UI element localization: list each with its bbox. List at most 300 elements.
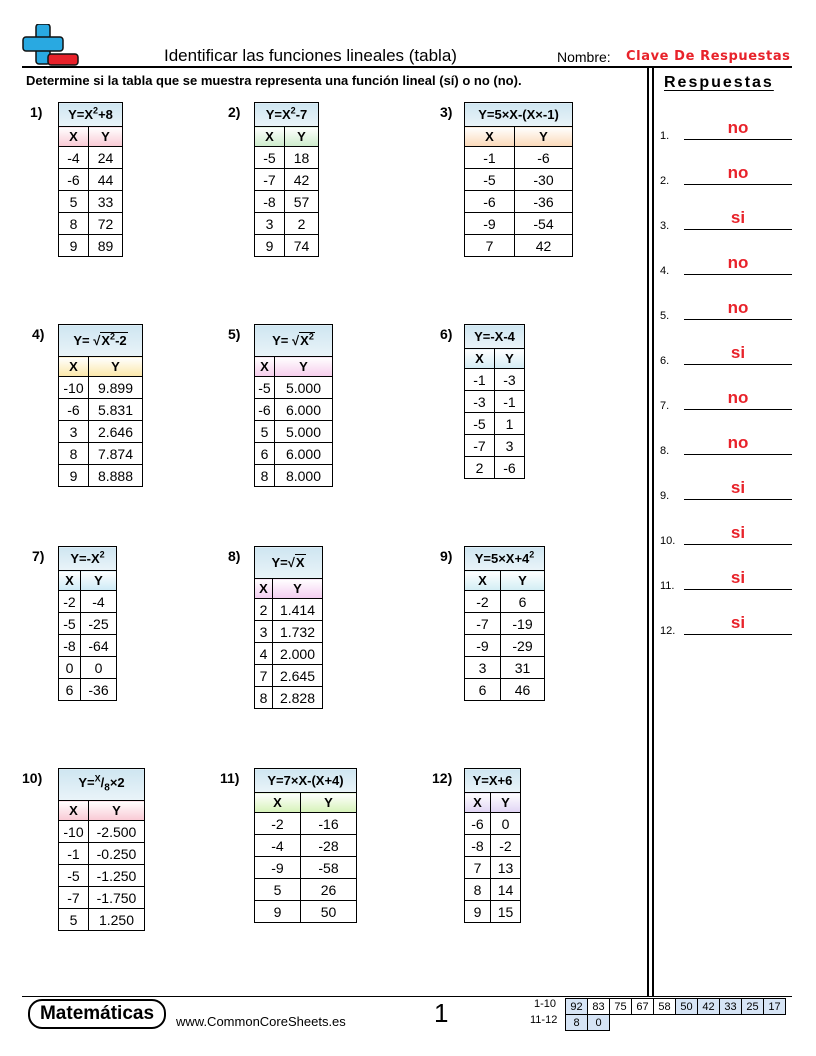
table-row xyxy=(465,635,545,657)
table-row xyxy=(255,377,333,399)
score-cell: 42 xyxy=(698,999,720,1015)
function-header xyxy=(59,547,117,571)
problem-number: 2) xyxy=(228,104,241,120)
x-value: -9 xyxy=(255,857,301,879)
table-row xyxy=(255,421,333,443)
y-value: -4 xyxy=(81,591,117,613)
y-value: 5.000 xyxy=(275,377,333,399)
function-header xyxy=(465,769,521,793)
x-value: 2 xyxy=(255,599,273,621)
answer-number: 5. xyxy=(660,310,670,322)
score-cell: 92 xyxy=(566,999,588,1015)
function-table xyxy=(58,768,145,931)
page-number: 1 xyxy=(434,998,449,1028)
x-value: -3 xyxy=(465,391,495,413)
x-column-header: X xyxy=(255,127,285,147)
y-value: 8.000 xyxy=(275,465,333,487)
fraction-suffix: ×2 xyxy=(109,775,125,791)
table-row xyxy=(465,835,521,857)
table-row xyxy=(465,457,525,479)
y-value: 72 xyxy=(89,213,123,235)
answer-value: si xyxy=(730,523,746,542)
answer-row xyxy=(660,390,792,412)
answer-line xyxy=(684,634,792,635)
table-row xyxy=(255,213,319,235)
problem-number: 6) xyxy=(440,326,453,342)
x-value: 8 xyxy=(465,879,491,901)
x-value: 3 xyxy=(465,657,501,679)
answer-value: no xyxy=(727,118,749,137)
problem-number: 8) xyxy=(228,548,241,564)
x-value: -2 xyxy=(59,591,81,613)
x-value: -9 xyxy=(465,635,501,657)
answer-number: 4. xyxy=(660,265,670,277)
table-row xyxy=(59,235,123,257)
table-row xyxy=(59,821,145,843)
y-value: 6.000 xyxy=(275,443,333,465)
x-value: 0 xyxy=(59,657,81,679)
x-value: -6 xyxy=(59,399,89,421)
x-value: 6 xyxy=(465,679,501,701)
answer-value: no xyxy=(727,298,749,317)
x-value: 8 xyxy=(255,465,275,487)
function-prefix: Y=5×X-(X×-1) xyxy=(478,107,559,122)
fraction-denominator: 8 xyxy=(104,782,110,794)
y-column-header: Y xyxy=(491,793,521,813)
x-column-header: X xyxy=(465,571,501,591)
x-value: 7 xyxy=(465,857,491,879)
radicand-exponent: 2 xyxy=(308,331,314,342)
table-row xyxy=(465,591,545,613)
name-value: Clave De Respuestas xyxy=(626,49,791,64)
table-row xyxy=(255,621,323,643)
site-url: www.CommonCoreSheets.es xyxy=(176,1014,346,1029)
x-value: 3 xyxy=(255,213,285,235)
answer-number: 10. xyxy=(660,535,676,547)
x-value: 9 xyxy=(59,465,89,487)
function-prefix: Y=5×X+4 xyxy=(474,551,530,566)
function-table xyxy=(58,324,143,487)
fraction-numerator: X xyxy=(94,773,101,784)
x-value: -5 xyxy=(255,147,285,169)
x-value: -7 xyxy=(465,435,495,457)
function-prefix: Y=X xyxy=(265,107,291,122)
problem-number: 12) xyxy=(432,770,453,786)
answer-value: si xyxy=(730,478,746,497)
y-value: -1.250 xyxy=(89,865,145,887)
x-column-header: X xyxy=(465,349,495,369)
table-row xyxy=(465,391,525,413)
x-value: 4 xyxy=(255,643,273,665)
function-prefix: Y=X+6 xyxy=(472,773,513,788)
answer-row xyxy=(660,525,792,547)
y-value: 1 xyxy=(495,413,525,435)
answer-row xyxy=(660,210,792,232)
y-value: 2.646 xyxy=(89,421,143,443)
table-row xyxy=(59,443,143,465)
answer-value: si xyxy=(730,568,746,587)
table-row xyxy=(255,835,357,857)
table-row xyxy=(465,235,573,257)
x-value: -5 xyxy=(59,613,81,635)
y-value: 2 xyxy=(285,213,319,235)
x-value: 8 xyxy=(59,213,89,235)
answer-number: 12. xyxy=(660,625,676,637)
x-value: -7 xyxy=(59,887,89,909)
y-value: -2.500 xyxy=(89,821,145,843)
problem-number: 7) xyxy=(32,548,45,564)
function-prefix: Y= xyxy=(272,333,293,348)
radicand-suffix: -2 xyxy=(115,333,127,348)
y-value: 57 xyxy=(285,191,319,213)
x-column-header: X xyxy=(465,127,515,147)
function-table xyxy=(58,102,123,257)
x-value: 9 xyxy=(59,235,89,257)
answer-value: si xyxy=(730,208,746,227)
x-value: -7 xyxy=(255,169,285,191)
sqrt-radicand xyxy=(100,332,127,348)
answer-row xyxy=(660,435,792,457)
problem-number: 3) xyxy=(440,104,453,120)
function-header xyxy=(255,769,357,793)
answer-number: 7. xyxy=(660,400,670,412)
x-value: 5 xyxy=(255,421,275,443)
answer-line xyxy=(684,274,792,275)
x-value: -10 xyxy=(59,377,89,399)
y-value: 6 xyxy=(501,591,545,613)
table-row xyxy=(59,635,117,657)
y-value: 2.000 xyxy=(273,643,323,665)
x-value: -5 xyxy=(465,413,495,435)
y-value: -6 xyxy=(515,147,573,169)
table-row xyxy=(59,465,143,487)
problem-number: 9) xyxy=(440,548,453,564)
table-row xyxy=(465,813,521,835)
radicand-exponent: 2 xyxy=(110,331,116,342)
score-cell: 17 xyxy=(764,999,786,1015)
x-value: -5 xyxy=(465,169,515,191)
answer-row xyxy=(660,120,792,142)
x-column-header: X xyxy=(255,357,275,377)
score-cell: 0 xyxy=(588,1015,610,1031)
answers-title: Respuestas xyxy=(664,74,774,91)
x-value: -2 xyxy=(255,813,301,835)
table-row xyxy=(59,399,143,421)
y-value: -36 xyxy=(515,191,573,213)
sqrt-icon: √X xyxy=(287,555,305,570)
x-value: -7 xyxy=(465,613,501,635)
answer-value: no xyxy=(727,163,749,182)
x-value: -1 xyxy=(465,147,515,169)
y-value: -54 xyxy=(515,213,573,235)
function-header xyxy=(255,325,333,357)
sqrt-icon: $√X^2-2$ xyxy=(93,331,127,348)
x-value: -9 xyxy=(465,213,515,235)
table-row xyxy=(59,865,145,887)
function-exponent: 2 xyxy=(529,549,535,560)
y-value: 5.831 xyxy=(89,399,143,421)
y-column-header: Y xyxy=(273,579,323,599)
function-header xyxy=(59,103,123,127)
y-value: -58 xyxy=(301,857,357,879)
function-table xyxy=(254,324,333,487)
function-header xyxy=(465,103,573,127)
function-table xyxy=(58,546,117,701)
answer-line xyxy=(684,364,792,365)
table-row xyxy=(465,369,525,391)
table-row xyxy=(465,169,573,191)
score-cell: 83 xyxy=(588,999,610,1015)
table-row xyxy=(255,879,357,901)
table-row xyxy=(59,887,145,909)
x-value: -8 xyxy=(59,635,81,657)
function-exponent: 2 xyxy=(99,549,105,560)
name-label: Nombre: xyxy=(557,49,611,65)
x-value: -2 xyxy=(465,591,501,613)
y-value: 0 xyxy=(491,813,521,835)
x-column-header: X xyxy=(59,127,89,147)
sqrt-radicand xyxy=(295,554,306,570)
y-value: 89 xyxy=(89,235,123,257)
plus-minus-logo-icon xyxy=(22,24,80,68)
x-value: 7 xyxy=(465,235,515,257)
top-divider xyxy=(22,66,792,68)
table-row xyxy=(59,147,123,169)
function-header xyxy=(59,325,143,357)
function-exponent: 2 xyxy=(93,105,99,116)
score-cell: 33 xyxy=(720,999,742,1015)
table-row xyxy=(59,657,117,679)
answer-number: 8. xyxy=(660,445,670,457)
function-table xyxy=(464,102,573,257)
table-row xyxy=(465,147,573,169)
y-value: 50 xyxy=(301,901,357,923)
answer-line xyxy=(684,319,792,320)
radicand-base: X xyxy=(295,555,305,570)
x-value: -6 xyxy=(465,191,515,213)
y-value: 14 xyxy=(491,879,521,901)
y-column-header: Y xyxy=(495,349,525,369)
y-value: -3 xyxy=(495,369,525,391)
score-cell: 8 xyxy=(566,1015,588,1031)
x-value: -1 xyxy=(59,843,89,865)
y-value: 1.732 xyxy=(273,621,323,643)
y-value: 7.874 xyxy=(89,443,143,465)
y-value: 2.828 xyxy=(273,687,323,709)
y-value: 1.414 xyxy=(273,599,323,621)
brand-badge: Matemáticas xyxy=(28,999,166,1029)
x-value: -8 xyxy=(465,835,491,857)
x-value: 7 xyxy=(255,665,273,687)
function-prefix: Y= xyxy=(73,333,94,348)
x-column-header: X xyxy=(59,357,89,377)
table-row xyxy=(59,909,145,931)
function-table xyxy=(254,102,319,257)
function-prefix: Y=-X xyxy=(70,551,100,566)
function-table xyxy=(254,546,323,709)
answer-line xyxy=(684,409,792,410)
answer-row xyxy=(660,480,792,502)
y-value: 8.888 xyxy=(89,465,143,487)
y-value: 26 xyxy=(301,879,357,901)
sqrt-radicand xyxy=(299,332,315,348)
y-value: -30 xyxy=(515,169,573,191)
x-value: 6 xyxy=(255,443,275,465)
answer-line xyxy=(684,499,792,500)
answer-row xyxy=(660,615,792,637)
table-row xyxy=(59,679,117,701)
column-divider xyxy=(652,66,654,996)
problem-number: 5) xyxy=(228,326,241,342)
function-prefix: Y= xyxy=(271,555,288,570)
answer-row xyxy=(660,345,792,367)
y-value: 31 xyxy=(501,657,545,679)
y-value: -19 xyxy=(501,613,545,635)
problem-number: 10) xyxy=(22,770,43,786)
function-header xyxy=(255,103,319,127)
x-value: 5 xyxy=(59,909,89,931)
problem-number: 4) xyxy=(32,326,45,342)
table-row xyxy=(465,901,521,923)
y-value: 18 xyxy=(285,147,319,169)
x-value: 2 xyxy=(465,457,495,479)
y-value: 13 xyxy=(491,857,521,879)
table-row xyxy=(465,413,525,435)
function-prefix: Y= xyxy=(78,775,95,791)
answer-line xyxy=(684,589,792,590)
x-column-header: X xyxy=(255,793,301,813)
y-value: -28 xyxy=(301,835,357,857)
y-value: -1.750 xyxy=(89,887,145,909)
table-row xyxy=(465,679,545,701)
table-row xyxy=(465,879,521,901)
table-row xyxy=(465,857,521,879)
table-row xyxy=(255,687,323,709)
radicand-base: X xyxy=(300,333,309,348)
problem-number: 1) xyxy=(30,104,43,120)
x-value: 6 xyxy=(59,679,81,701)
function-exponent: 2 xyxy=(290,105,296,116)
x-value: -4 xyxy=(255,835,301,857)
answer-value: no xyxy=(727,433,749,452)
answer-number: 6. xyxy=(660,355,670,367)
y-value: 1.250 xyxy=(89,909,145,931)
answer-value: no xyxy=(727,253,749,272)
answer-line xyxy=(684,544,792,545)
x-value: -6 xyxy=(255,399,275,421)
table-row xyxy=(255,169,319,191)
score-range-label: 11-12 xyxy=(530,1014,558,1026)
table-row xyxy=(255,443,333,465)
y-column-header: Y xyxy=(301,793,357,813)
answer-value: si xyxy=(730,343,746,362)
answer-line xyxy=(684,139,792,140)
table-row xyxy=(255,901,357,923)
problem-number: 11) xyxy=(220,770,240,786)
x-column-header: X xyxy=(59,801,89,821)
answer-row xyxy=(660,165,792,187)
x-value: -5 xyxy=(255,377,275,399)
y-value: -0.250 xyxy=(89,843,145,865)
page-title: Identificar las funciones lineales (tabla) xyxy=(164,46,457,65)
x-value: 5 xyxy=(59,191,89,213)
table-row xyxy=(465,613,545,635)
function-prefix: Y=-X-4 xyxy=(474,329,515,344)
answer-value: no xyxy=(727,388,749,407)
y-value: -2 xyxy=(491,835,521,857)
x-value: 9 xyxy=(255,235,285,257)
x-value: -5 xyxy=(59,865,89,887)
y-value: -25 xyxy=(81,613,117,635)
x-value: 3 xyxy=(59,421,89,443)
y-column-header: Y xyxy=(515,127,573,147)
answer-number: 3. xyxy=(660,220,670,232)
function-prefix: Y=X xyxy=(68,107,94,122)
x-column-header: X xyxy=(59,571,81,591)
answer-number: 2. xyxy=(660,175,670,187)
y-value: -6 xyxy=(495,457,525,479)
function-table xyxy=(464,324,525,479)
table-row xyxy=(59,613,117,635)
y-column-header: Y xyxy=(89,357,143,377)
table-row xyxy=(59,421,143,443)
x-value: 9 xyxy=(465,901,491,923)
bottom-divider xyxy=(22,996,792,997)
table-row xyxy=(59,843,145,865)
radicand-base: X xyxy=(101,333,111,348)
y-column-header: Y xyxy=(275,357,333,377)
score-cell: 67 xyxy=(632,999,654,1015)
x-value: 5 xyxy=(255,879,301,901)
y-value: -16 xyxy=(301,813,357,835)
y-value: 42 xyxy=(285,169,319,191)
y-column-header: Y xyxy=(81,571,117,591)
y-value: 44 xyxy=(89,169,123,191)
function-suffix: -7 xyxy=(295,107,308,122)
function-header xyxy=(465,325,525,349)
table-row xyxy=(255,399,333,421)
y-value: -29 xyxy=(501,635,545,657)
answer-row xyxy=(660,300,792,322)
answer-number: 9. xyxy=(660,490,670,502)
table-row xyxy=(255,665,323,687)
y-value: -64 xyxy=(81,635,117,657)
score-cell: 75 xyxy=(610,999,632,1015)
x-column-header: X xyxy=(255,579,273,599)
y-value: 0 xyxy=(81,657,117,679)
score-cell: 58 xyxy=(654,999,676,1015)
y-value: 24 xyxy=(89,147,123,169)
y-value: 5.000 xyxy=(275,421,333,443)
x-value: -10 xyxy=(59,821,89,843)
x-value: 9 xyxy=(255,901,301,923)
y-value: 46 xyxy=(501,679,545,701)
x-column-header: X xyxy=(465,793,491,813)
function-prefix: Y=7×X-(X+4) xyxy=(267,773,344,788)
function-table xyxy=(254,768,357,923)
table-row xyxy=(465,213,573,235)
y-value: 6.000 xyxy=(275,399,333,421)
y-value: -36 xyxy=(81,679,117,701)
table-row xyxy=(59,191,123,213)
score-range-label: 1-10 xyxy=(534,998,557,1010)
sqrt-icon: $√X^2$ xyxy=(292,331,314,348)
answer-row xyxy=(660,570,792,592)
y-value: 74 xyxy=(285,235,319,257)
table-row xyxy=(59,169,123,191)
table-row xyxy=(59,213,123,235)
table-row xyxy=(255,191,319,213)
